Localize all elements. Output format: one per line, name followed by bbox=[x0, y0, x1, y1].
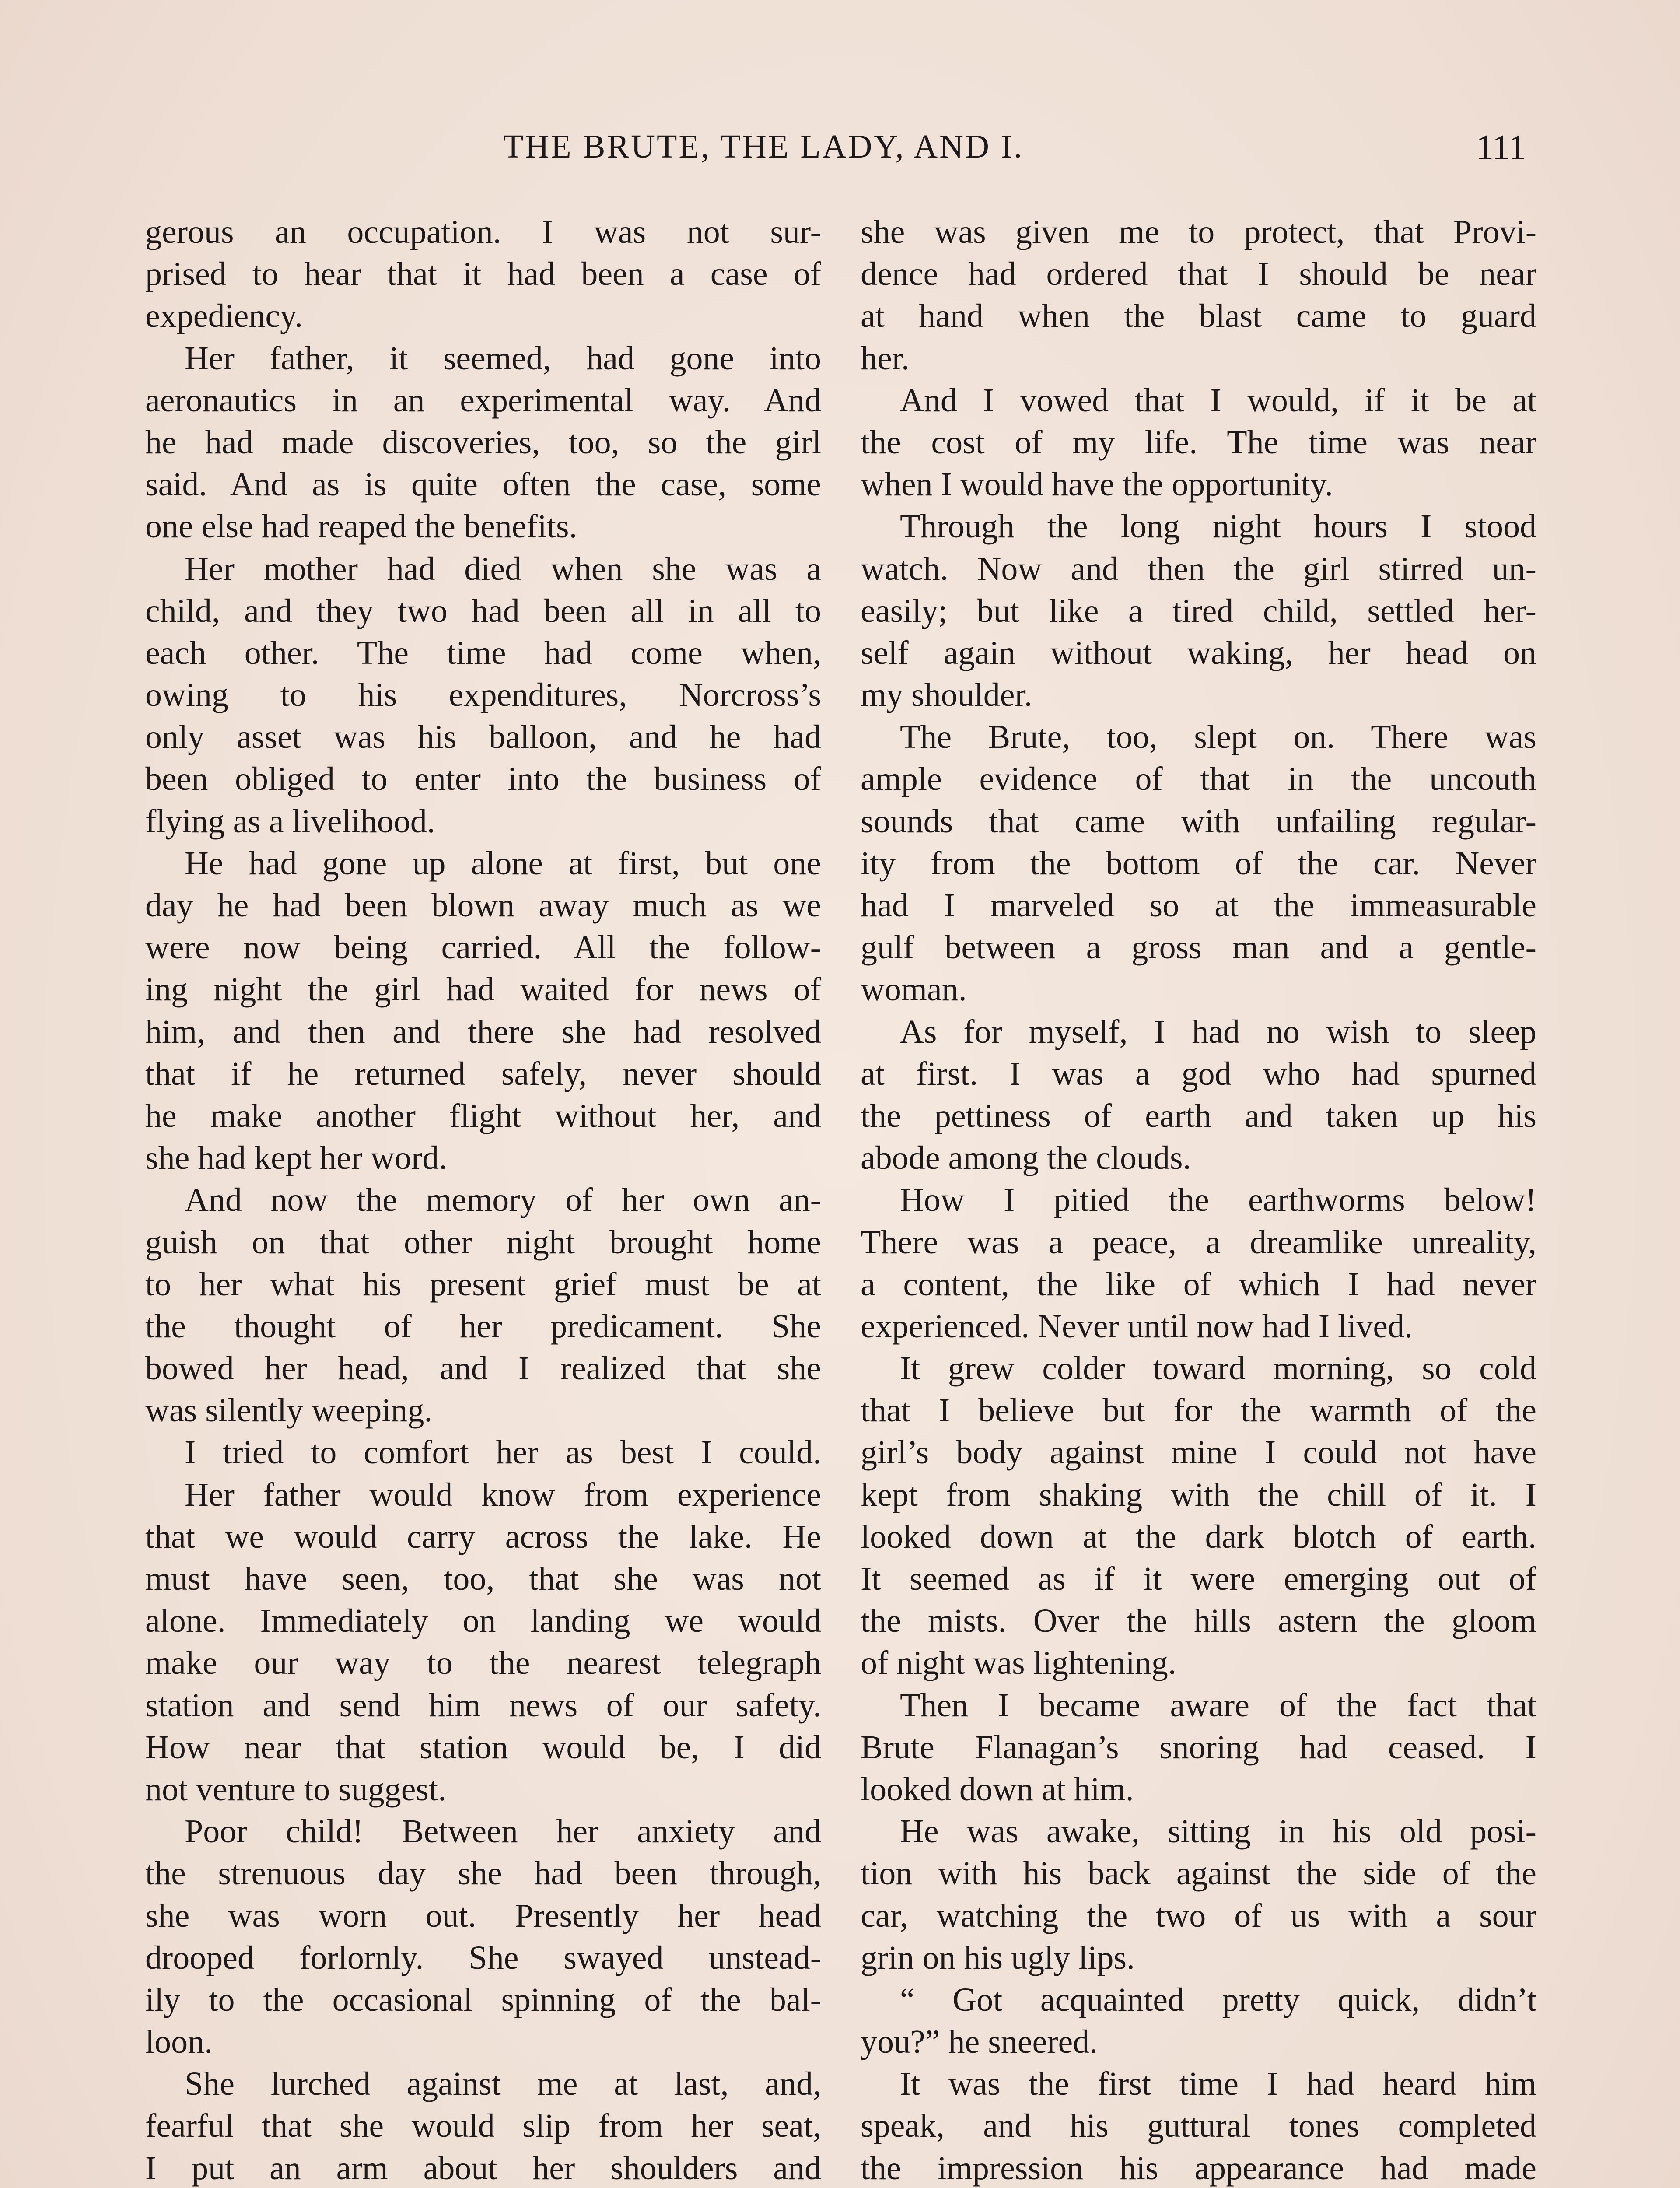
text-line: The Brute, too, slept on. There was bbox=[900, 719, 1536, 756]
text-line: I put an arm about her shoulders and bbox=[145, 2149, 821, 2187]
text-line: had I marveled so at the immeasurable bbox=[861, 887, 1536, 924]
running-title: THE BRUTE, THE LADY, AND I. bbox=[503, 128, 1024, 165]
text-line: It was the first time I had heard him bbox=[900, 2065, 1536, 2103]
text-line: the strenuous day she had been through, bbox=[145, 1855, 821, 1892]
text-line: was silently weeping. bbox=[145, 1392, 433, 1429]
text-line: she was given me to protect, that Provi- bbox=[861, 214, 1536, 250]
text-line: Through the long night hours I stood bbox=[900, 508, 1536, 545]
text-line: he had made discoveries, too, so the girl bbox=[145, 424, 821, 461]
text-line: that I believe but for the warmth of the bbox=[861, 1392, 1536, 1429]
text-line: not venture to suggest. bbox=[145, 1771, 447, 1808]
text-line: ing night the girl had waited for news of bbox=[145, 971, 821, 1008]
text-line: been obliged to enter into the business of bbox=[145, 761, 821, 798]
text-line: How near that station would be, I did bbox=[145, 1729, 821, 1766]
text-line: And now the memory of her own an- bbox=[185, 1182, 821, 1219]
text-line: “ Got acquainted pretty quick, didn’t bbox=[900, 1981, 1536, 2018]
text-line: easily; but like a tired child, settled her- bbox=[861, 592, 1536, 629]
text-line: the mists. Over the hills astern the gloom bbox=[861, 1602, 1536, 1640]
text-line: the thought of her predicament. She bbox=[145, 1308, 821, 1345]
text-line: drooped forlornly. She swayed unstead- bbox=[145, 1939, 821, 1976]
text-line: watch. Now and then the girl stirred un- bbox=[861, 550, 1536, 587]
text-line: her. bbox=[861, 340, 910, 377]
text-line: How I pitied the earthworms below! bbox=[900, 1182, 1536, 1219]
text-line: my shoulder. bbox=[861, 677, 1032, 714]
text-line: to her what his present grief must be at bbox=[145, 1266, 821, 1303]
left-text-column bbox=[145, 211, 821, 2188]
text-line: alone. Immediately on landing we would bbox=[145, 1602, 821, 1640]
text-line: flying as a livelihood. bbox=[145, 803, 435, 840]
text-line: fearful that she would slip from her seat, bbox=[145, 2107, 821, 2145]
text-line: Her mother had died when she was a bbox=[185, 550, 821, 587]
text-line: bowed her head, and I realized that she bbox=[145, 1350, 821, 1387]
text-line: ample evidence of that in the uncouth bbox=[861, 761, 1536, 798]
text-line: And I vowed that I would, if it be at bbox=[900, 382, 1536, 419]
text-line: gerous an occupation. I was not sur- bbox=[145, 214, 821, 250]
text-line: grin on his ugly lips. bbox=[861, 1939, 1135, 1976]
text-line: Brute Flanagan’s snoring had ceased. I bbox=[861, 1729, 1536, 1766]
text-line: a content, the like of which I had never bbox=[861, 1266, 1536, 1303]
text-line: It seemed as if it were emerging out of bbox=[861, 1560, 1536, 1597]
text-line: must have seen, too, that she was not bbox=[145, 1560, 821, 1597]
text-line: I tried to comfort her as best I could. bbox=[185, 1434, 821, 1471]
text-line: child, and they two had been all in all to bbox=[145, 592, 821, 629]
text-line: self again without waking, her head on bbox=[861, 634, 1536, 671]
text-line: There was a peace, a dreamlike unreality, bbox=[861, 1224, 1536, 1261]
text-line: tion with his back against the side of the bbox=[861, 1855, 1536, 1892]
text-line: girl’s body against mine I could not have bbox=[861, 1434, 1536, 1471]
text-line: each other. The time had come when, bbox=[145, 634, 821, 671]
text-line: gulf between a gross man and a gentle- bbox=[861, 929, 1536, 966]
text-line: at hand when the blast came to guard bbox=[861, 298, 1536, 335]
text-line: you?” he sneered. bbox=[861, 2023, 1098, 2061]
text-line: said. And as is quite often the case, some bbox=[145, 466, 821, 503]
text-line: He had gone up alone at first, but one bbox=[185, 845, 821, 882]
text-line: that we would carry across the lake. He bbox=[145, 1518, 821, 1555]
text-line: aeronautics in an experimental way. And bbox=[145, 382, 821, 419]
text-line: sounds that came with unfailing regular- bbox=[861, 803, 1536, 840]
text-line: It grew colder toward morning, so cold bbox=[900, 1350, 1536, 1387]
text-line: prised to hear that it had been a case of bbox=[145, 256, 821, 293]
text-line: station and send him news of our safety. bbox=[145, 1687, 821, 1724]
text-line: car, watching the two of us with a sour bbox=[861, 1897, 1536, 1934]
text-line: kept from shaking with the chill of it. I bbox=[861, 1476, 1536, 1513]
text-line: dence had ordered that I should be near bbox=[861, 256, 1536, 293]
right-text-column bbox=[861, 211, 1536, 2188]
text-line: loon. bbox=[145, 2023, 213, 2061]
text-line: woman. bbox=[861, 971, 967, 1008]
text-line: the pettiness of earth and taken up his bbox=[861, 1097, 1536, 1134]
text-line: As for myself, I had no wish to sleep bbox=[900, 1013, 1536, 1050]
text-line: that if he returned safely, never should bbox=[145, 1055, 821, 1092]
text-line: owing to his expenditures, Norcross’s bbox=[145, 677, 821, 714]
text-line: Then I became aware of the fact that bbox=[900, 1687, 1536, 1724]
text-line: at first. I was a god who had spurned bbox=[861, 1055, 1536, 1092]
text-line: ily to the occasional spinning of the bal- bbox=[145, 1981, 821, 2018]
text-line: Her father, it seemed, had gone into bbox=[185, 340, 821, 377]
text-line: when I would have the opportunity. bbox=[861, 466, 1333, 503]
text-line: speak, and his guttural tones completed bbox=[861, 2107, 1536, 2145]
text-line: him, and then and there she had resolved bbox=[145, 1013, 821, 1050]
text-line: he make another flight without her, and bbox=[145, 1097, 821, 1134]
text-line: ity from the bottom of the car. Never bbox=[861, 845, 1536, 882]
text-line: Her father would know from experience bbox=[185, 1476, 821, 1513]
text-line: one else had reaped the benefits. bbox=[145, 508, 578, 545]
text-line: abode among the clouds. bbox=[861, 1140, 1191, 1177]
text-line: He was awake, sitting in his old posi- bbox=[900, 1813, 1536, 1850]
text-line: only asset was his balloon, and he had bbox=[145, 719, 821, 756]
text-line: make our way to the nearest telegraph bbox=[145, 1645, 821, 1682]
text-line: the cost of my life. The time was near bbox=[861, 424, 1536, 461]
text-line: were now being carried. All the follow- bbox=[145, 929, 821, 966]
text-line: looked down at him. bbox=[861, 1771, 1134, 1808]
text-line: expediency. bbox=[145, 298, 303, 335]
text-line: day he had been blown away much as we bbox=[145, 887, 821, 924]
text-line: She lurched against me at last, and, bbox=[185, 2065, 821, 2103]
text-line: experienced. Never until now had I lived. bbox=[861, 1308, 1413, 1345]
page-number: 111 bbox=[1476, 128, 1526, 167]
text-line: of night was lightening. bbox=[861, 1645, 1176, 1682]
text-line: she had kept her word. bbox=[145, 1140, 448, 1177]
text-line: guish on that other night brought home bbox=[145, 1224, 821, 1261]
text-line: the impression his appearance had made bbox=[861, 2149, 1536, 2187]
text-line: looked down at the dark blotch of earth. bbox=[861, 1518, 1536, 1555]
text-line: she was worn out. Presently her head bbox=[145, 1897, 821, 1934]
text-line: Poor child! Between her anxiety and bbox=[185, 1813, 821, 1850]
